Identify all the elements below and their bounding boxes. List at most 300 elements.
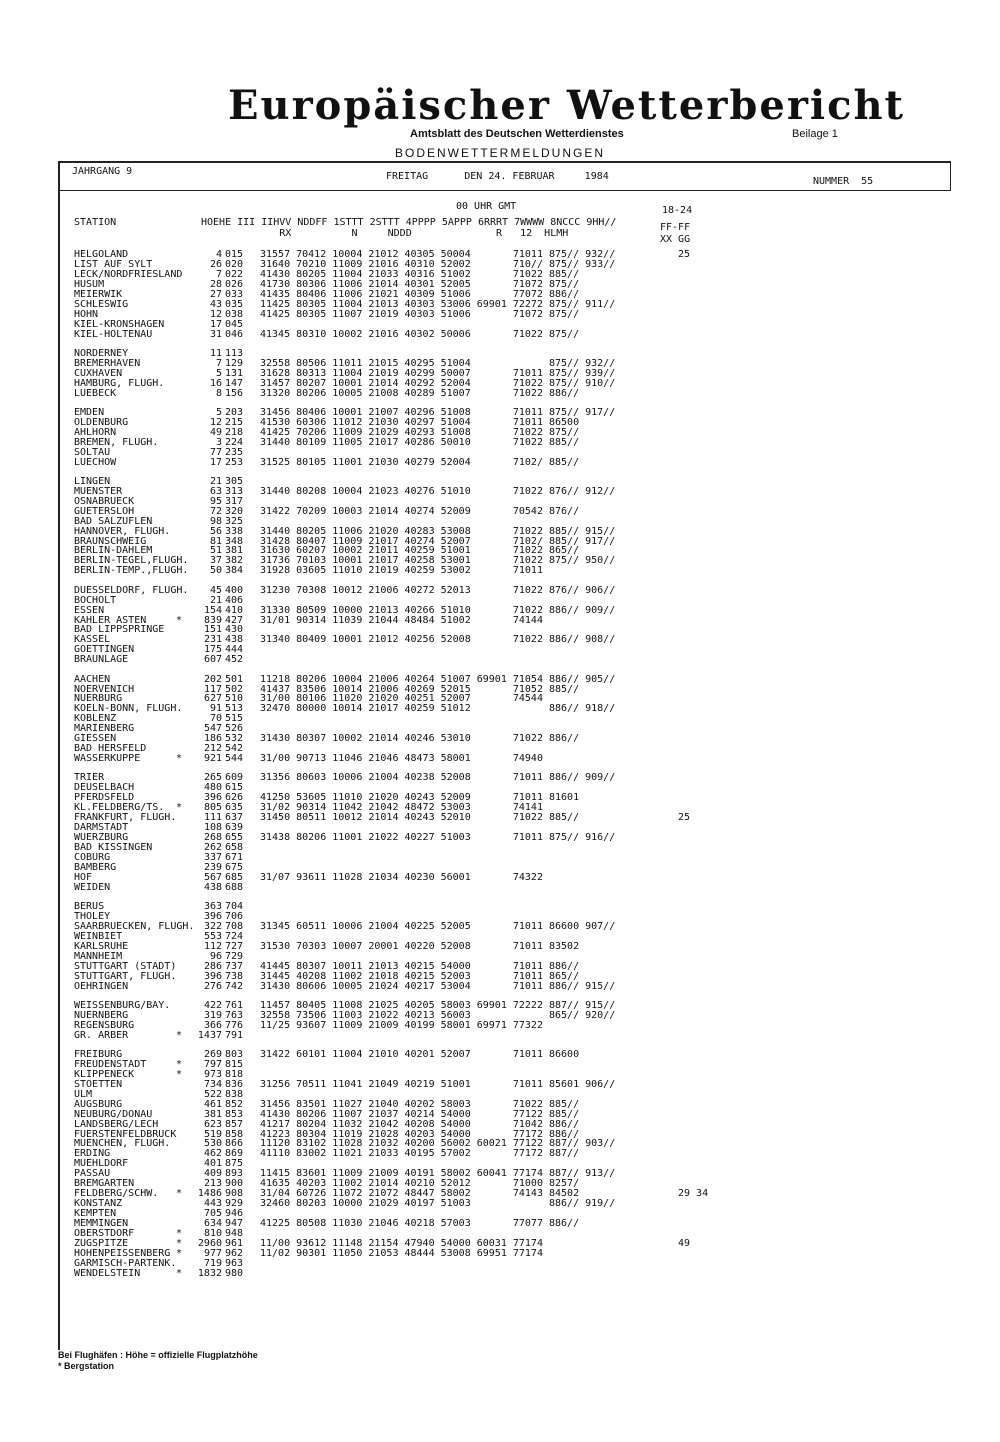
station-number: 313 [225, 485, 244, 497]
observation-codes: 41435 80406 11006 21021 40309 51006 77072 886// [260, 288, 580, 300]
station-number: 948 [225, 1227, 244, 1239]
station-name: DUESSELDORF, FLUGH. [74, 584, 189, 596]
station-hoehe: 5 [215, 367, 222, 379]
station-number: 203 [225, 406, 244, 418]
station-hoehe: 443 [203, 1198, 222, 1210]
station-hoehe: 1486 [197, 1188, 222, 1200]
station-number: 320 [225, 505, 244, 517]
station-hoehe: 265 [203, 772, 222, 784]
time-label: 00 UHR GMT [456, 201, 517, 212]
station-name: FREUDENSTADT [74, 1058, 147, 1070]
observation-codes: 31340 80409 10001 21012 40256 52008 71022 886// 908// [260, 634, 616, 646]
station-name: BERLIN-TEMP.,FLUGH. [74, 565, 189, 577]
station-hoehe: 72 [209, 505, 222, 517]
station-hoehe: 202 [203, 673, 222, 685]
observation-codes: 41530 60306 11012 21030 40297 51004 71011 86500 [260, 416, 580, 428]
station-number: 510 [225, 693, 244, 705]
station-hoehe: 213 [203, 1178, 222, 1190]
station-name: STOETTEN [74, 1078, 123, 1090]
station-number: 688 [225, 881, 244, 893]
station-name: BAD LIPPSPRINGE [74, 624, 165, 636]
station-name: LUEBECK [74, 387, 117, 399]
station-number: 815 [225, 1058, 244, 1070]
observation-codes: 41225 80508 11030 21046 40218 57003 77077 886// [260, 1217, 580, 1229]
observation-codes: 31640 70210 11009 21016 40310 52002 710// 875// 933// [260, 258, 616, 270]
station-hoehe: 634 [203, 1217, 222, 1229]
station-name: THOLEY [74, 910, 111, 922]
station-number: 382 [225, 555, 244, 567]
station-number: 706 [225, 910, 244, 922]
station-number: 609 [225, 772, 244, 784]
station-hoehe: 461 [203, 1098, 222, 1110]
station-hoehe: 12 [209, 308, 222, 320]
station-number: 253 [225, 456, 244, 468]
station-number: 020 [225, 258, 244, 270]
station-name: OBERSTDORF [74, 1227, 135, 1239]
observation-codes: 11415 83601 11009 21009 40191 58002 60041 77174 887// 913// [260, 1168, 616, 1180]
station-number: 038 [225, 308, 244, 320]
station-name: PFERDSFELD [74, 792, 135, 804]
station-name: BAD KISSINGEN [74, 841, 153, 853]
station-number: 963 [225, 1257, 244, 1269]
station-hoehe: 396 [203, 792, 222, 804]
observation-codes: 32558 80506 11011 21015 40295 51004 875// 932// [260, 357, 616, 369]
station-number: 427 [225, 614, 244, 626]
codes-header-row1: HOEHE III IIHVV NDDFF 1STTT 2STTT 4PPPP 5APPP 6RRRT 7WWWW 8NCCC 9HH// [201, 217, 617, 228]
station-hoehe: 921 [203, 753, 222, 765]
station-hoehe: 17 [209, 456, 222, 468]
station-number: 129 [225, 357, 244, 369]
right-column-value: 29 34 [678, 1188, 709, 1200]
observation-codes: 31450 80511 10012 21014 40243 52010 71022 885// [260, 812, 580, 824]
bergstation-marker: * [176, 614, 183, 626]
bergstation-marker: * [176, 1029, 183, 1041]
station-number: 776 [225, 1019, 244, 1031]
station-number: 946 [225, 1208, 244, 1220]
bergstation-marker: * [176, 1237, 183, 1249]
station-number: 947 [225, 1217, 244, 1229]
station-number: 045 [225, 318, 244, 330]
station-name: BREMGARTEN [74, 1178, 135, 1190]
station-number: 635 [225, 802, 244, 814]
station-number: 900 [225, 1178, 244, 1190]
station-number: 685 [225, 871, 244, 883]
station-hoehe: 366 [203, 1019, 222, 1031]
bergstation-marker: * [176, 802, 183, 814]
station-name: HOHN [74, 308, 99, 320]
observation-codes: 41445 80307 10011 21013 40215 54000 71011 886// [260, 960, 580, 972]
station-hoehe: 51 [209, 545, 222, 557]
station-name: NUERBURG [74, 693, 123, 705]
station-hoehe: 627 [203, 693, 222, 705]
station-number: 727 [225, 940, 244, 952]
station-hoehe: 719 [203, 1257, 222, 1269]
station-name: KAHLER ASTEN [74, 614, 147, 626]
station-number: 406 [225, 594, 244, 606]
issue-header-box [58, 161, 951, 191]
station-hoehe: 553 [203, 930, 222, 942]
station-hoehe: 319 [203, 1009, 222, 1021]
station-hoehe: 623 [203, 1118, 222, 1130]
station-hoehe: 810 [203, 1227, 222, 1239]
station-name: SAARBRUECKEN, FLUGH. [74, 920, 195, 932]
station-number: 853 [225, 1108, 244, 1120]
bergstation-marker: * [176, 1247, 183, 1259]
station-hoehe: 96 [209, 950, 222, 962]
station-hoehe: 112 [203, 940, 222, 952]
page-title: Europäischer Wetterbericht [228, 82, 905, 129]
station-name: GARMISCH-PARTENK. [74, 1257, 177, 1269]
station-hoehe: 31 [209, 328, 222, 340]
station-number: 818 [225, 1068, 244, 1080]
station-hoehe: 12 [209, 416, 222, 428]
observation-codes: 31356 80603 10006 21004 40238 52008 71011 886// 909// [260, 772, 616, 784]
station-number: 857 [225, 1118, 244, 1130]
station-number: 724 [225, 930, 244, 942]
observation-codes: 11/00 93612 11148 21154 47940 54000 60031 77174 [260, 1237, 543, 1249]
observation-codes: 31928 03605 11010 21019 40259 53002 71011 [260, 565, 543, 577]
station-hoehe: 108 [203, 822, 222, 834]
station-name: BREMEN, FLUGH. [74, 436, 159, 448]
beilage-label: Beilage 1 [792, 128, 838, 140]
observation-codes: 31430 80606 10005 21024 40217 53004 71011 886// 915// [260, 980, 616, 992]
station-hoehe: 2960 [197, 1237, 222, 1249]
station-number: 615 [225, 782, 244, 794]
right-header-row2: XX GG [660, 234, 691, 245]
date-label: FREITAG DEN 24. FEBRUAR 1984 [386, 171, 609, 182]
station-name: HOF [74, 871, 93, 883]
station-name: WUERZBURG [74, 832, 129, 844]
station-name: LINGEN [74, 475, 111, 487]
station-number: 893 [225, 1168, 244, 1180]
station-number: 761 [225, 999, 244, 1011]
station-name: MUENSTER [74, 485, 123, 497]
observation-codes: 32460 80203 10000 21029 40197 51003 886// 919// [260, 1198, 616, 1210]
station-hoehe: 5 [215, 406, 222, 418]
station-name: BAMBERG [74, 861, 117, 873]
station-hoehe: 3 [215, 436, 222, 448]
station-number: 410 [225, 604, 244, 616]
observation-codes: 41730 80306 11006 21014 40301 52005 71072 875// [260, 278, 580, 290]
station-hoehe: 522 [203, 1088, 222, 1100]
station-name: COBURG [74, 851, 111, 863]
observation-codes: 31456 80406 10001 21007 40296 51008 71011 875// 917// [260, 406, 616, 418]
station-number: 542 [225, 743, 244, 755]
station-hoehe: 4 [215, 249, 222, 260]
station-name: WEIDEN [74, 881, 111, 893]
station-number: 742 [225, 980, 244, 992]
station-number: 738 [225, 970, 244, 982]
station-hoehe: 50 [209, 565, 222, 577]
observation-codes: 31330 80509 10000 21013 40266 51010 71022 886// 909// [260, 604, 616, 616]
station-name: WEISSENBURG/BAY. [74, 999, 171, 1011]
observation-codes: 31256 70511 11041 21049 40219 51001 71011 85601 906// [260, 1078, 616, 1090]
station-name: LUECHOW [74, 456, 117, 468]
station-number: 515 [225, 713, 244, 725]
right-column-value: 25 [678, 249, 691, 260]
station-name: NORDERNEY [74, 347, 129, 359]
station-number: 639 [225, 822, 244, 834]
station-number: 022 [225, 268, 244, 280]
station-number: 015 [225, 249, 244, 260]
station-hoehe: 212 [203, 743, 222, 755]
bergstation-marker: * [176, 753, 183, 765]
observation-codes: 41223 80304 11019 21028 40203 54000 77172 886// [260, 1128, 580, 1140]
section-title: BODENWETTERMELDUNGEN [395, 146, 606, 160]
station-number: 501 [225, 673, 244, 685]
station-hoehe: 422 [203, 999, 222, 1011]
station-name: GOETTINGEN [74, 644, 135, 656]
station-number: 384 [225, 565, 244, 577]
station-name: NOERVENICH [74, 683, 135, 695]
station-hoehe: 567 [203, 871, 222, 883]
station-name: AACHEN [74, 673, 111, 685]
station-hoehe: 734 [203, 1078, 222, 1090]
station-hoehe: 409 [203, 1168, 222, 1180]
station-name: ERDING [74, 1148, 111, 1160]
observation-codes: 11/25 93607 11009 21009 40199 58001 69971 77322 [260, 1019, 543, 1031]
station-number: 215 [225, 416, 244, 428]
observation-codes: 31320 80206 10005 21008 40289 51007 71022 886// [260, 387, 580, 399]
station-name: GUETERSLOH [74, 505, 135, 517]
station-name: MEMMINGEN [74, 1217, 129, 1229]
station-hoehe: 805 [203, 802, 222, 814]
station-hoehe: 28 [209, 278, 222, 290]
station-name: SCHLESWIG [74, 298, 129, 310]
station-number: 224 [225, 436, 244, 448]
station-name: ULM [74, 1088, 93, 1100]
station-name: HANNOVER, FLUGH. [74, 525, 171, 537]
station-hoehe: 63 [209, 485, 222, 497]
station-number: 866 [225, 1138, 244, 1150]
observation-codes: 31430 80307 10002 21014 40246 53010 71022 886// [260, 733, 580, 745]
observation-codes: 31345 60511 10006 21004 40225 52005 71011 86600 907// [260, 920, 616, 932]
station-number: 852 [225, 1098, 244, 1110]
station-name: WEINBIET [74, 930, 123, 942]
station-hoehe: 276 [203, 980, 222, 992]
station-hoehe: 56 [209, 525, 222, 537]
station-name: TRIER [74, 772, 105, 784]
observation-codes: 31445 40208 11002 21018 40215 52003 71011 865// [260, 970, 580, 982]
observation-codes: 41430 80206 11007 21037 40214 54000 77122 885// [260, 1108, 580, 1120]
station-hoehe: 530 [203, 1138, 222, 1150]
station-name: GIESSEN [74, 733, 117, 745]
station-number: 763 [225, 1009, 244, 1021]
station-hoehe: 11 [209, 347, 222, 359]
station-hoehe: 7 [215, 268, 222, 280]
observation-codes: 11425 80305 11004 21013 40303 53006 69901 72272 875// 911// [260, 298, 616, 310]
station-number: 026 [225, 278, 244, 290]
station-hoehe: 117 [203, 683, 222, 695]
observation-codes: 41430 80205 11004 21033 40316 51002 71022 885// [260, 268, 580, 280]
right-header-row1: FF-FF [660, 222, 691, 233]
observation-codes: 41437 83506 10014 21006 40269 52015 71052 885// [260, 683, 580, 695]
observation-codes: 41635 40203 11002 21014 40210 52012 71000 8257/ [260, 1178, 580, 1190]
station-header: STATION [74, 217, 117, 228]
station-hoehe: 7 [215, 357, 222, 369]
station-number: 875 [225, 1158, 244, 1170]
station-hoehe: 77 [209, 446, 222, 458]
observation-codes: 41345 80310 10002 21016 40302 50006 71022 875// [260, 328, 580, 340]
observation-codes: 31456 83501 11027 21040 40202 58003 71022 885// [260, 1098, 580, 1110]
station-name: BERUS [74, 901, 105, 913]
observation-codes: 31/07 93611 11028 21034 40230 56001 74322 [260, 871, 543, 883]
observation-codes: 31525 80105 11001 21030 40279 52004 7102/ 885// [260, 456, 580, 468]
station-hoehe: 45 [209, 584, 222, 596]
station-hoehe: 21 [209, 594, 222, 606]
station-hoehe: 49 [209, 426, 222, 438]
station-hoehe: 438 [203, 881, 222, 893]
observation-codes: 31428 80407 11009 21017 40274 52007 7102/ 885// 917// [260, 535, 616, 547]
observation-codes: 41425 70206 11009 21029 40293 51008 71022 875// [260, 426, 580, 438]
station-number: 655 [225, 832, 244, 844]
station-hoehe: 396 [203, 910, 222, 922]
station-number: 513 [225, 703, 244, 715]
station-name: MEIERWIK [74, 288, 123, 300]
observation-codes: 32470 80000 10014 21017 40259 51012 886// 918// [260, 703, 616, 715]
station-hoehe: 839 [203, 614, 222, 626]
footnotes [58, 1350, 258, 1372]
time-right-label: 18-24 [662, 205, 693, 216]
station-name: KIEL-KRONSHAGEN [74, 318, 165, 330]
station-number: 737 [225, 960, 244, 972]
station-name: WENDELSTEIN [74, 1267, 141, 1279]
station-number: 218 [225, 426, 244, 438]
station-name: LANDSBERG/LECH [74, 1118, 159, 1130]
station-name: BAD HERSFELD [74, 743, 147, 755]
station-name: KLIPPENECK [74, 1068, 135, 1080]
station-name: STUTTGART, FLUGH. [74, 970, 177, 982]
observation-codes: 31422 70209 10003 21014 40274 52009 70542 876// [260, 505, 580, 517]
station-hoehe: 95 [209, 495, 222, 507]
observation-codes: 31/00 80106 11020 21020 40251 52007 74544 [260, 693, 543, 705]
station-number: 980 [225, 1267, 244, 1279]
station-number: 400 [225, 584, 244, 596]
station-name: HOHENPEISSENBERG [74, 1247, 171, 1259]
bergstation-marker: * [176, 1058, 183, 1070]
station-hoehe: 705 [203, 1208, 222, 1220]
station-name: FUERSTENFELDBRUCK [74, 1128, 177, 1140]
station-hoehe: 231 [203, 634, 222, 646]
station-hoehe: 322 [203, 920, 222, 932]
observation-codes: 41217 80204 11032 21042 40208 54000 71042 886// [260, 1118, 580, 1130]
station-hoehe: 27 [209, 288, 222, 300]
station-number: 317 [225, 495, 244, 507]
station-name: HELGOLAND [74, 249, 129, 260]
station-hoehe: 151 [203, 624, 222, 636]
observation-codes: 11/02 90301 11050 21053 48444 53008 69951 77174 [260, 1247, 543, 1259]
station-name: EMDEN [74, 406, 105, 418]
station-name: BREMERHAVEN [74, 357, 141, 369]
station-hoehe: 262 [203, 841, 222, 853]
observation-codes: 41425 80305 11007 21019 40303 51006 71072 875// [260, 308, 580, 320]
station-number: 803 [225, 1049, 244, 1061]
station-name: LECK/NORDFRIESLAND [74, 268, 183, 280]
station-hoehe: 396 [203, 970, 222, 982]
station-number: 452 [225, 654, 244, 666]
station-hoehe: 337 [203, 851, 222, 863]
station-number: 325 [225, 515, 244, 527]
footnote-flughafen: Bei Flughäfen : Höhe = offizielle Flugplatzhöhe [58, 1350, 258, 1360]
station-name: MANNHEIM [74, 950, 123, 962]
station-number: 929 [225, 1198, 244, 1210]
station-hoehe: 175 [203, 644, 222, 656]
jahrgang-label: JAHRGANG 9 [72, 166, 133, 177]
station-name: HAMBURG, FLUGH. [74, 377, 165, 389]
page-subtitle: Amtsblatt des Deutschen Wetterdienstes [410, 128, 624, 140]
station-name: OLDENBURG [74, 416, 129, 428]
station-hoehe: 1832 [197, 1267, 222, 1279]
observation-codes: 32558 73506 11003 21022 40213 56003 865// 920// [260, 1009, 616, 1021]
station-name: DARMSTADT [74, 822, 129, 834]
station-name: KARLSRUHE [74, 940, 129, 952]
station-hoehe: 607 [203, 654, 222, 666]
observation-codes: 31438 80206 11001 21022 40227 51003 71011 875// 916// [260, 832, 616, 844]
station-hoehe: 111 [203, 812, 222, 824]
station-name: BERLIN-DAHLEM [74, 545, 153, 557]
station-hoehe: 8 [215, 387, 222, 399]
station-name: KOBLENZ [74, 713, 117, 725]
station-hoehe: 519 [203, 1128, 222, 1140]
station-name: ZUGSPITZE [74, 1237, 129, 1249]
station-hoehe: 70 [209, 713, 222, 725]
station-hoehe: 21 [209, 475, 222, 487]
observation-codes: 31/01 90314 11039 21044 48484 51002 74144 [260, 614, 543, 626]
station-name: HUSUM [74, 278, 105, 290]
station-number: 962 [225, 1247, 244, 1259]
observation-codes: 31630 60207 10002 21011 40259 51001 71022 865// [260, 545, 580, 557]
station-name: CUXHAVEN [74, 367, 123, 379]
station-name: BAD SALZUFLEN [74, 515, 153, 527]
station-name: KASSEL [74, 634, 111, 646]
station-name: AUGSBURG [74, 1098, 123, 1110]
station-number: 526 [225, 723, 244, 735]
station-number: 836 [225, 1078, 244, 1090]
station-number: 838 [225, 1088, 244, 1100]
station-number: 502 [225, 683, 244, 695]
station-number: 858 [225, 1128, 244, 1140]
observation-codes: 31440 80109 11005 21017 40286 50010 71022 885// [260, 436, 580, 448]
station-number: 544 [225, 753, 244, 765]
station-name: KONSTANZ [74, 1198, 123, 1210]
station-name: REGENSBURG [74, 1019, 135, 1031]
station-hoehe: 26 [209, 258, 222, 270]
station-hoehe: 401 [203, 1158, 222, 1170]
station-number: 532 [225, 733, 244, 745]
station-hoehe: 239 [203, 861, 222, 873]
station-hoehe: 98 [209, 515, 222, 527]
station-hoehe: 977 [203, 1247, 222, 1259]
right-column-value: 49 [678, 1237, 691, 1249]
station-name: KIEL-HOLTENAU [74, 328, 153, 340]
station-hoehe: 17 [209, 318, 222, 330]
station-number: 156 [225, 387, 244, 399]
station-name: BERLIN-TEGEL,FLUGH. [74, 555, 189, 567]
station-number: 637 [225, 812, 244, 824]
station-number: 671 [225, 851, 244, 863]
station-number: 675 [225, 861, 244, 873]
station-hoehe: 16 [209, 377, 222, 389]
observation-codes: 31/00 90713 11046 21046 48473 58001 74940 [260, 753, 543, 765]
station-hoehe: 547 [203, 723, 222, 735]
station-name: OSNABRUECK [74, 495, 135, 507]
station-name: FREIBURG [74, 1049, 123, 1061]
station-number: 961 [225, 1237, 244, 1249]
station-hoehe: 480 [203, 782, 222, 794]
station-name: DEUSELBACH [74, 782, 135, 794]
station-number: 708 [225, 920, 244, 932]
station-hoehe: 381 [203, 1108, 222, 1120]
